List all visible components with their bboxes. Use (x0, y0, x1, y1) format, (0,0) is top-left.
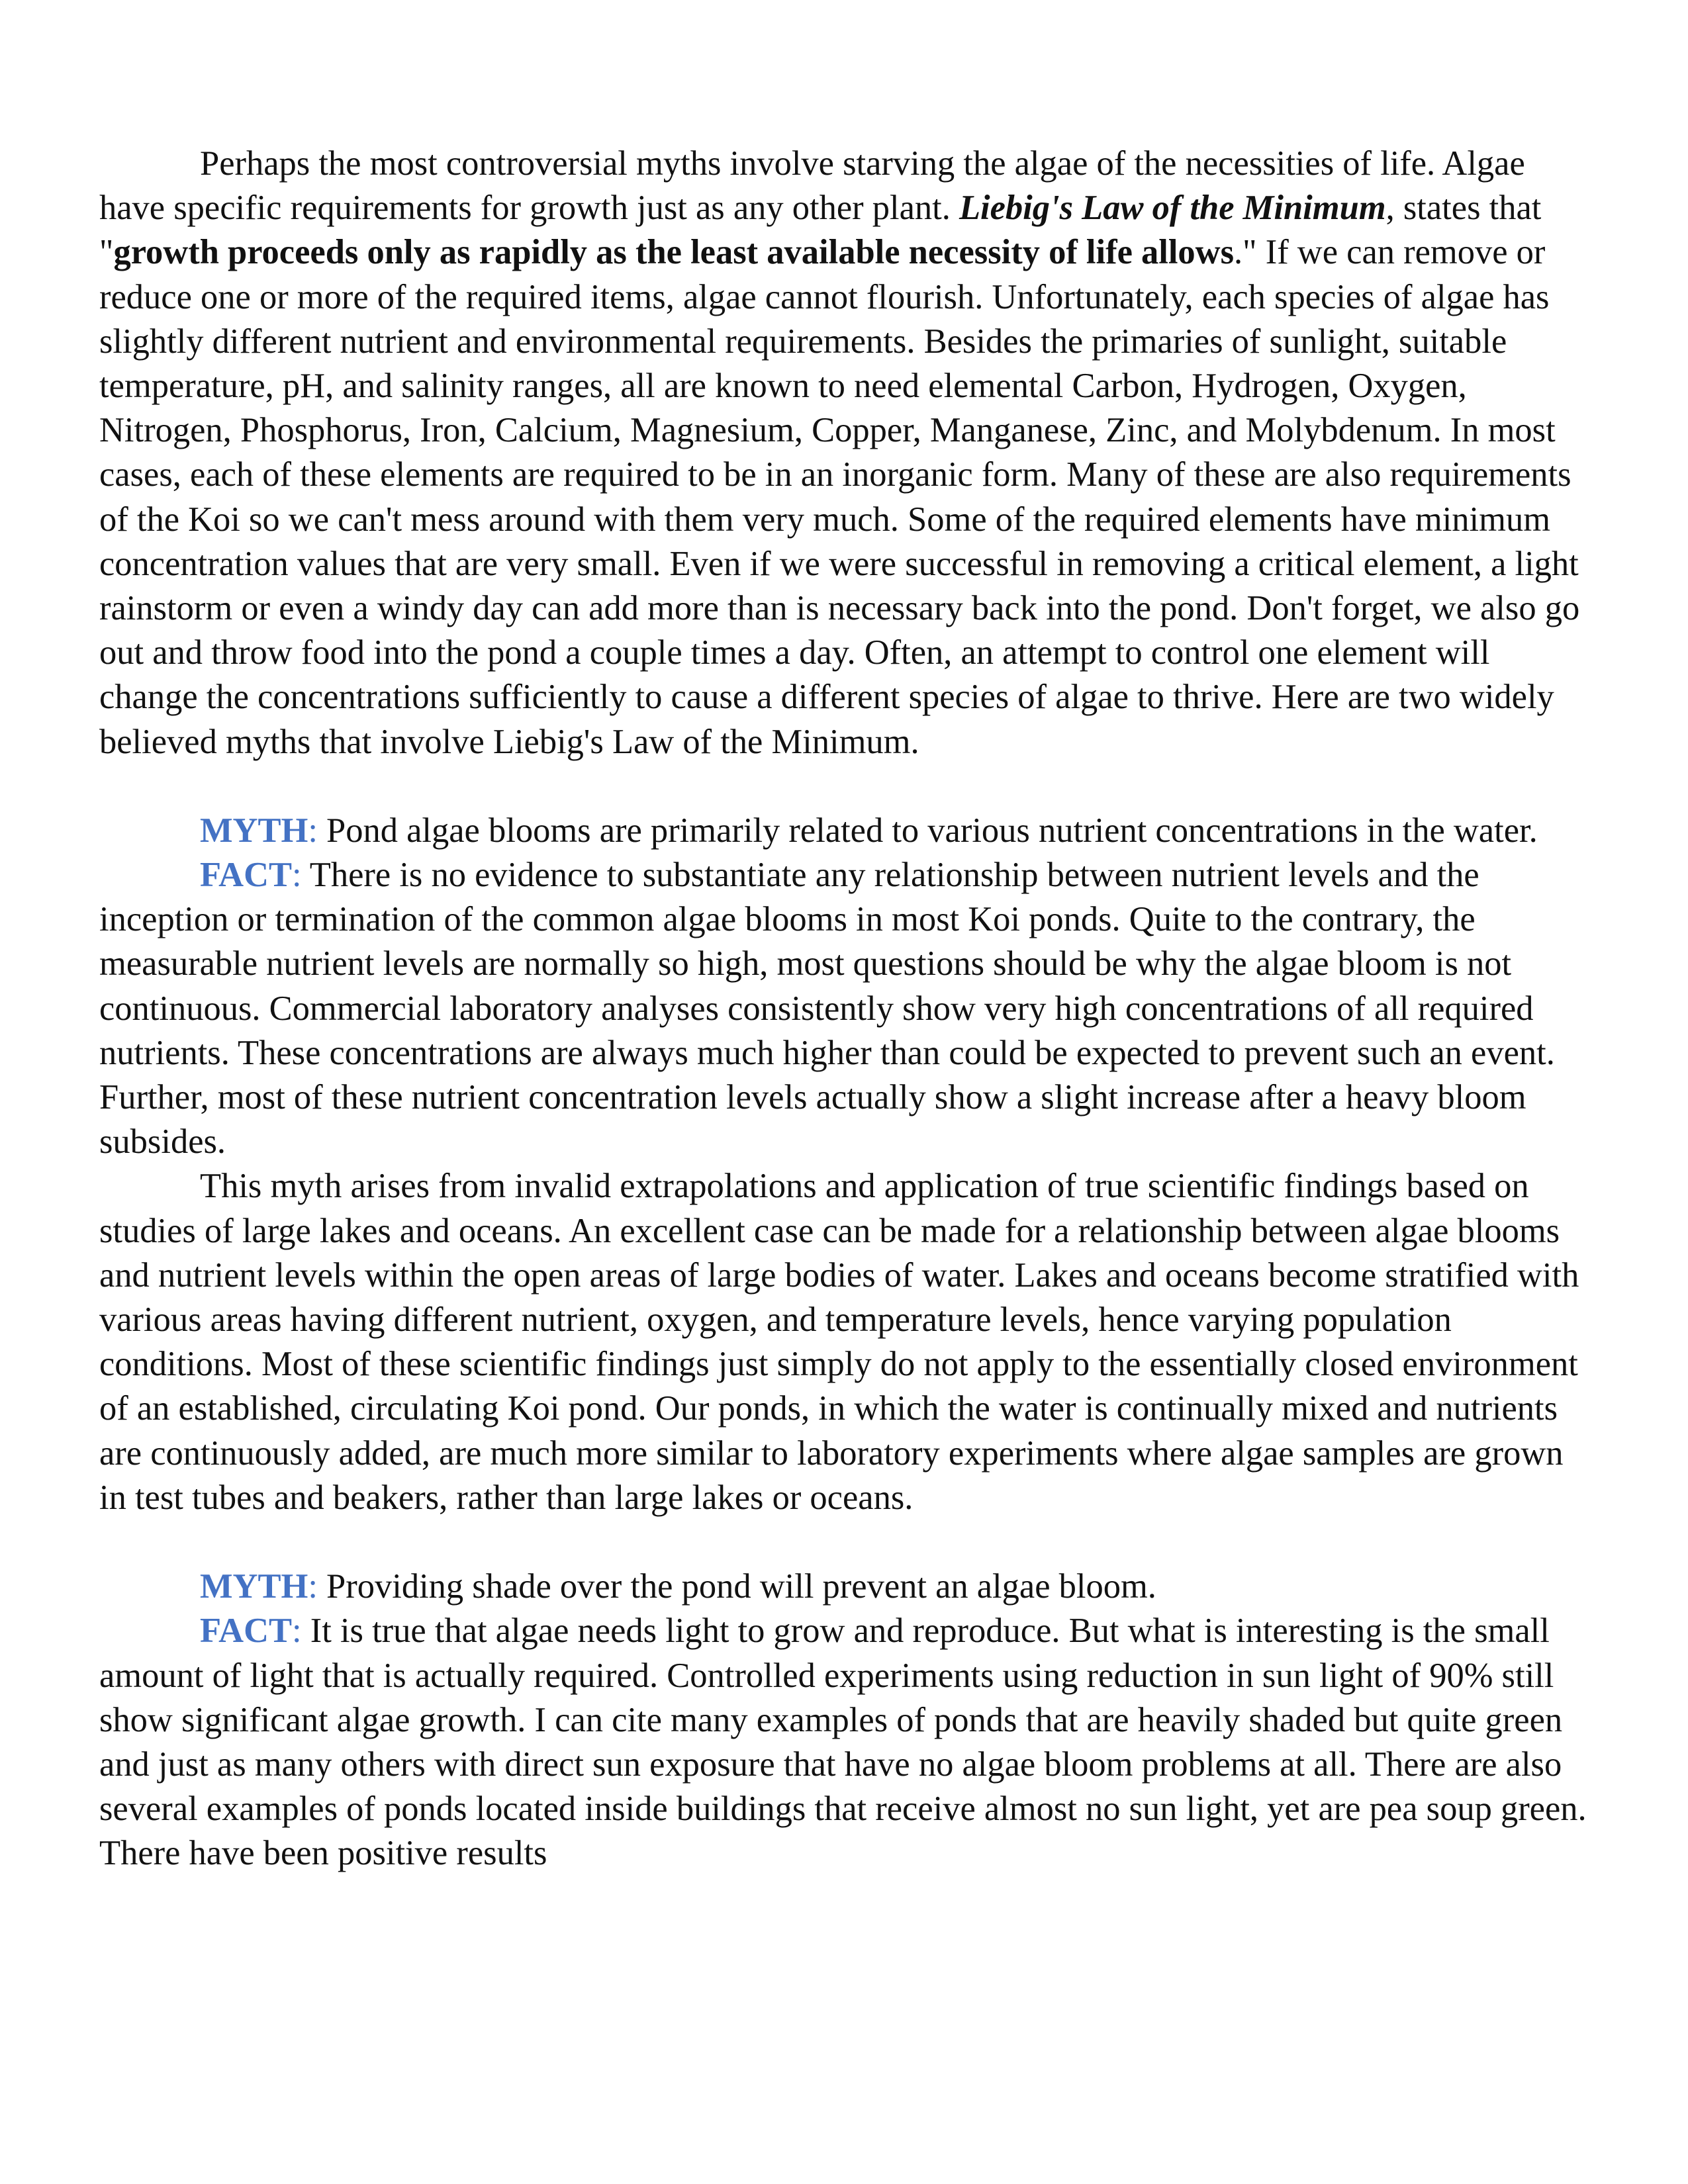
document-page (99, 142, 1595, 1876)
myth-colon: : (308, 811, 318, 850)
law-quote: growth proceeds only as rapidly as the least available necessity of life allows (113, 233, 1235, 272)
myth-2-paragraph (99, 1565, 1595, 1609)
paragraph-gap (99, 764, 1595, 809)
fact-colon: : (292, 856, 302, 895)
fact-1-paragraph (99, 853, 1595, 1164)
myth-1-paragraph (99, 809, 1595, 853)
myth-label: MYTH (200, 1567, 308, 1606)
intro-text-states: , states that " (99, 189, 1542, 272)
law-name: Liebig's Law of the Minimum (959, 189, 1386, 228)
fact-label: FACT (200, 856, 293, 895)
fact-1-text: There is no evidence to substantiate any relationship between nutrient levels and the inception or termination of the common algae blooms in most Koi ponds. Quite to the contrary, the measurable nutrient levels are normally so high, most questions should be why the algae bloom is not continuous. Commercial laboratory analyses consistently show very high concentrations of all required nutrients. These concentrations are always much higher than could be expected to prevent such an event. Further, most of these nutrient concentration levels actually show a slight increase after a heavy bloom subsides. (99, 856, 1555, 1161)
myth-label: MYTH (200, 811, 308, 850)
paragraph-gap (99, 1520, 1595, 1565)
myth-1-text: Pond algae blooms are primarily related to various nutrient concentrations in the water. (317, 811, 1538, 850)
myth-colon: : (308, 1567, 318, 1606)
intro-paragraph (99, 142, 1595, 764)
intro-text-before-law: Perhaps the most controversial myths involve starving the algae of the necessities of life. Algae have specific requirements for growth just as any other plant. (99, 144, 1525, 228)
fact-2-text: It is true that algae needs light to grow and reproduce. But what is interesting is the small amount of light that is actually required. Controlled experiments using reduction in sun light of 90% still show significant algae growth. I can cite many examples of ponds that are heavily shaded but quite green and just as many others with direct sun exposure that have no algae bloom problems at all. There are also several examples of ponds located inside buildings that receive almost no sun light, yet are pea soup green. There have been positive results (99, 1612, 1587, 1873)
intro-text-after-law: ." If we can remove or reduce one or more of the required items, algae cannot flourish. Unfortunately, each species of algae has slightly different nutrient and environmental requirements. Besides the primaries of sunlight, suitable temperature, pH, and salinity ranges, all are known to need elemental Carbon, Hydrogen, Oxygen, Nitrogen, Phosphorus, Iron, Calcium, Magnesium, Copper, Manganese, Zinc, and Molybdenum. In most cases, each of these elements are required to be in an inorganic form. Many of these are also requirements of the Koi so we can't mess around with them very much. Some of the required elements have minimum concentration values that are very small. Even if we were successful in removing a critical element, a light rainstorm or even a windy day can add more than is necessary back into the pond. Don't forget, we also go out and throw food into the pond a couple times a day. Often, an attempt to control one element will change the concentrations sufficiently to cause a different species of algae to thrive. Here are two widely believed myths that involve Liebig's Law of the Minimum. (99, 233, 1580, 761)
fact-1-extra-paragraph: This myth arises from invalid extrapolations and application of true scientific findings based on studies of large lakes and oceans. An excellent case can be made for a relationship between algae blooms and nutrient levels within the open areas of large bodies of water. Lakes and oceans become stratified with various areas having different nutrient, oxygen, and temperature levels, hence varying population conditions. Most of these scientific findings just simply do not apply to the essentially closed environment of an established, circulating Koi pond. Our ponds, in which the water is continually mixed and nutrients are continuously added, are much more similar to laboratory experiments where algae samples are grown in test tubes and beakers, rather than large lakes or oceans. (99, 1167, 1579, 1517)
fact-2-paragraph (99, 1609, 1595, 1876)
myth-2-text: Providing shade over the pond will prevent an algae bloom. (317, 1567, 1156, 1606)
fact-colon: : (292, 1612, 302, 1651)
fact-label: FACT (200, 1612, 293, 1651)
